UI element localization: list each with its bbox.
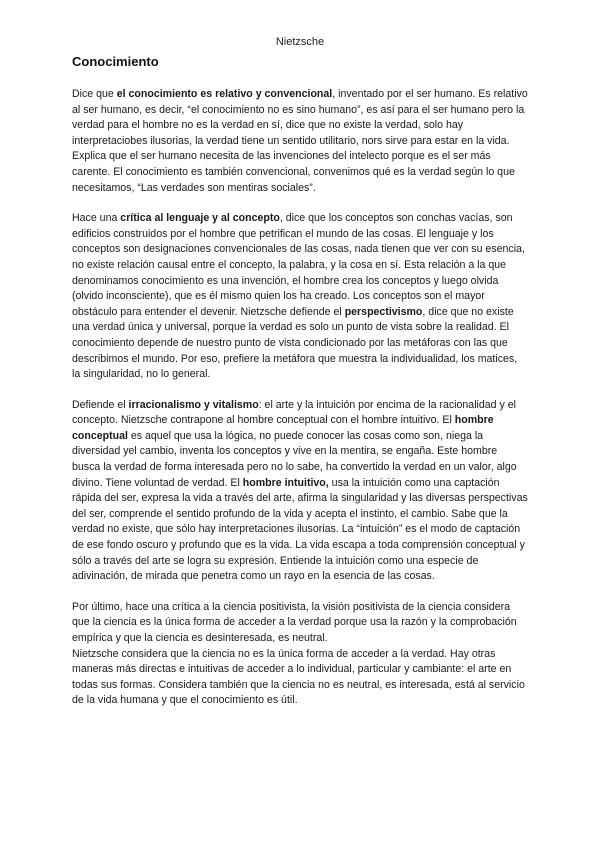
text-run: Hace una: [72, 212, 121, 225]
text-run: Dice que: [72, 88, 117, 100]
paragraph-2: [72, 211, 528, 383]
bold-term: crítica al lenguaje y al concepto: [120, 212, 280, 225]
bold-term: hombre intuitivo,: [242, 476, 329, 489]
paragraph-1: [72, 87, 528, 196]
paragraph-3: [72, 398, 528, 585]
paragraph-4: [72, 600, 528, 709]
running-header: Nietzsche: [275, 36, 325, 48]
section-title: Conocimiento: [72, 54, 159, 69]
text-run: usa la intuición como una captación rápida del ser, expresa la vida a través del arte, afirma la singularidad y las diversas perspectivas del ser, comprende el sentido profundo de la vida y acepta el instinto, el cambio. Sabe que la verdad no existe, que sólo hay interpretaciones ilusorias. La “intuición” es el modo de captación de ese fondo oscuro y profundo que es la vida. La vida escapa a toda comprensión conceptual y sólo a través del arte se logra su expresión. Entiende la intuición como una especie de adivinación, de mirada que penetra como un rayo en la esencia de las cosas.: [72, 476, 528, 583]
text-run: , dice que los conceptos son conchas vacías, son edificios construidos por el hombre que petrifican el mundo de las cosas. El lenguaje y los conceptos son designaciones convencionales de las cosas, nada tienen que ver con su esencia, no existe relación causal entre el concepto, la palabra, y la cosa en sí. Esta relación a la que denominamos conocimiento es una invención, el hombre crea los conceptos y luego olvida (olvido inconsciente), que es él mismo quien los ha creado. Los conceptos son el mayor obstáculo para entender el devenir. Nietzsche defiende el: [72, 212, 525, 318]
text-run: , inventado por el ser humano. Es relativo al ser humano, es decir, “el conocimiento no es sino humano”, es así para el ser humano pero la verdad para el hombre no es la verdad en sí, dice que no existe la verdad, solo hay interpretaciobes ilusorias, la verdad tiene un sentido utilitario, nors sirve para estar en la vida. Explica que el ser humano necesita de las invenciones del intelecto porque es el ser más carente. El conocimiento es también convencional, convenimos qué es la verdad según lo que necesitamos, “Las verdades son mentiras sociales”.: [72, 88, 528, 194]
text-run: : el arte y la intuición por encima de la racionalidad y el concepto. Nietzsche contrapone al hombre conceptual con el hombre intuitivo. El: [72, 398, 517, 427]
bold-term: hombre conceptual: [72, 414, 494, 442]
document-body: [72, 87, 528, 709]
bold-term: perspectivismo: [344, 305, 423, 318]
text-run: Nietzsche considera que la ciencia no es la única forma de acceder a la verdad. Hay otras maneras más directas e intuitivas de acceder a lo individual, particular y cambiante: el arte en todas sus formas. Considera también que la ciencia no es neutral, es interesada, está al servicio de la vida humana y que el conocimiento es útil.: [72, 647, 525, 707]
bold-term: el conocimiento es relativo y convencional: [116, 88, 333, 100]
text-run: es aquel que usa la lógica, no puede conocer las cosas como son, niega la diversidad yel cambio, inventa los conceptos y vive en la mentira, se engaña. Este hombre busca la verdad de forma interesada pero no lo sabe, ha convertido la verdad en un valor, algo divino. Tiene voluntad de verdad. El: [72, 429, 517, 489]
bold-term: irracionalismo y vitalismo: [128, 398, 259, 411]
text-run: , dice que no existe una verdad única y universal, porque la verdad es solo un punto de vista sobre la realidad. El conocimiento depende de nuestro punto de vista condicionado por las metáforas con las que describimos el mundo. Por eso, prefiere la metáfora que muestra la individualidad, los matices, la singularidad, no lo general.: [72, 305, 518, 381]
text-run: Defiende el: [72, 398, 129, 411]
text-run: Por último, hace una crítica a la ciencia positivista, la visión positivista de la ciencia considera que la ciencia es la única forma de acceder a la verdad porque usa la razón y la comprobación empírica y que la ciencia es desinteresada, es neutral.: [72, 600, 517, 644]
